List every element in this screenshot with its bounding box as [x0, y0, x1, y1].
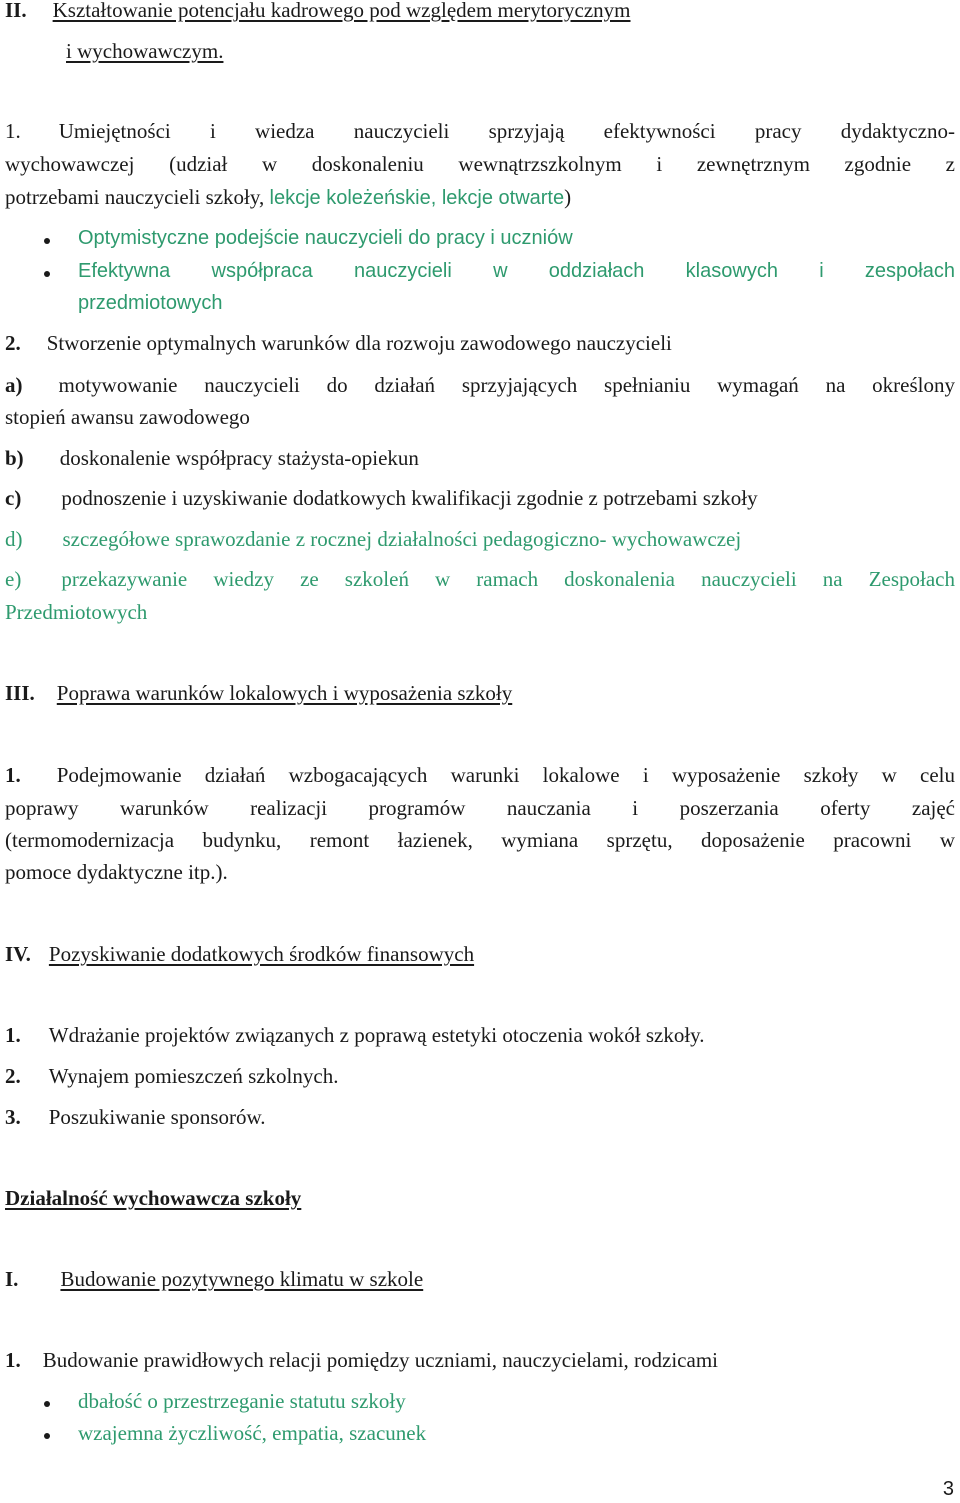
paragraph-line: pomoce dydaktyczne itp.).: [5, 860, 228, 884]
section-iv-title: [5, 938, 955, 970]
list-item: a) motywowanie nauczycieli do działań sprzyjających spełnianiu wymagań na określony: [5, 373, 955, 397]
section-iii-title: [5, 677, 955, 709]
bullet-icon: [44, 238, 50, 244]
paragraph-line: poprawy warunków realizacji programów nauczania i poszerzania oferty zajęć: [5, 796, 955, 820]
list-item-continuation: Przedmiotowych: [5, 600, 148, 624]
paragraph-line: (termomodernizacja budynku, remont łazienek, wymiana sprzętu, doposażenie pracowni w: [5, 828, 955, 852]
paragraph-line: 2. Stworzenie optymalnych warunków dla rozwoju zawodowego nauczycieli: [5, 331, 672, 355]
bullet-item: Optymistyczne podejście nauczycieli do pracy i uczniów: [78, 227, 573, 249]
section-ii-title: [5, 0, 955, 26]
list-label: e): [5, 567, 22, 591]
list-item: b) doskonalenie współpracy stażysta-opiekun: [5, 446, 419, 470]
paragraph-number: 2.: [5, 331, 21, 355]
bullet-icon: [44, 1401, 50, 1407]
section-title-line2: i wychowawczym.: [66, 39, 224, 63]
list-label: b): [5, 446, 24, 470]
section-title: Poprawa warunków lokalowych i wyposażenia szkoły: [56, 681, 513, 705]
list-item: 3. Poszukiwanie sponsorów.: [5, 1105, 266, 1129]
bullet-item-continuation: przedmiotowych: [78, 292, 223, 314]
list-number: 1.: [5, 1023, 21, 1047]
section-number: II.: [5, 0, 27, 22]
list-item: e) przekazywanie wiedzy ze szkoleń w ramach doskonalenia nauczycieli na Zespołach: [5, 567, 955, 591]
main-heading: Działalność wychowawcza szkoły: [5, 1186, 302, 1210]
bullet-icon: [44, 271, 50, 277]
list-number: 3.: [5, 1105, 21, 1129]
paragraph-line: wychowawczej (udział w doskonaleniu wewnątrzszkolnym i zewnętrznym zgodnie z: [5, 152, 955, 176]
list-item: 2. Wynajem pomieszczeń szkolnych.: [5, 1064, 339, 1088]
list-number: 2.: [5, 1064, 21, 1088]
list-label: d): [5, 527, 23, 551]
page-number: 3: [942, 1478, 954, 1500]
section-number: IV.: [5, 942, 31, 966]
paragraph-number: 1.: [5, 763, 21, 787]
paragraph-line: 1. Umiejętności i wiedza nauczycieli sprzyjają efektywności pracy dydaktyczno-: [5, 119, 955, 143]
paragraph-line: potrzebami nauczycieli szkoły, lekcje koleżeńskie, lekcje otwarte): [5, 185, 572, 209]
list-item: c) podnoszenie i uzyskiwanie dodatkowych kwalifikacji zgodnie z potrzebami szkoły: [5, 486, 758, 510]
paragraph-number: 1.: [5, 1348, 21, 1372]
bullet-item: Efektywna współpraca nauczycieli w oddziałach klasowych i zespołach: [78, 260, 955, 282]
list-item: 1. Wdrażanie projektów związanych z poprawą estetyki otoczenia wokół szkoły.: [5, 1023, 705, 1047]
list-item-continuation: stopień awansu zawodowego: [5, 405, 250, 429]
section-number: I.: [5, 1267, 19, 1291]
bullet-icon: [44, 1433, 50, 1439]
paragraph-line: 1. Budowanie prawidłowych relacji pomiędzy uczniami, nauczycielami, rodzicami: [5, 1348, 718, 1372]
bullet-item: wzajemna życzliwość, empatia, szacunek: [78, 1421, 427, 1445]
list-item: d) szczegółowe sprawozdanie z rocznej działalności pedagogiczno- wychowawczej: [5, 527, 742, 551]
paragraph-number: 1.: [5, 119, 21, 143]
section-title: Pozyskiwanie dodatkowych środków finansowych: [48, 942, 475, 966]
paragraph-line: 1. Podejmowanie działań wzbogacających warunki lokalowe i wyposażenie szkoły w celu: [5, 763, 955, 787]
green-text: lekcje koleżeńskie, lekcje otwarte: [269, 187, 565, 209]
section-number: III.: [5, 681, 35, 705]
section-title: Budowanie pozytywnego klimatu w szkole: [60, 1267, 424, 1291]
section-i-title: [5, 1263, 955, 1295]
list-label: c): [5, 486, 22, 510]
list-label: a): [5, 373, 23, 397]
bullet-item: dbałość o przestrzeganie statutu szkoły: [78, 1389, 406, 1413]
section-title-line1: Kształtowanie potencjału kadrowego pod względem merytorycznym: [52, 0, 631, 22]
